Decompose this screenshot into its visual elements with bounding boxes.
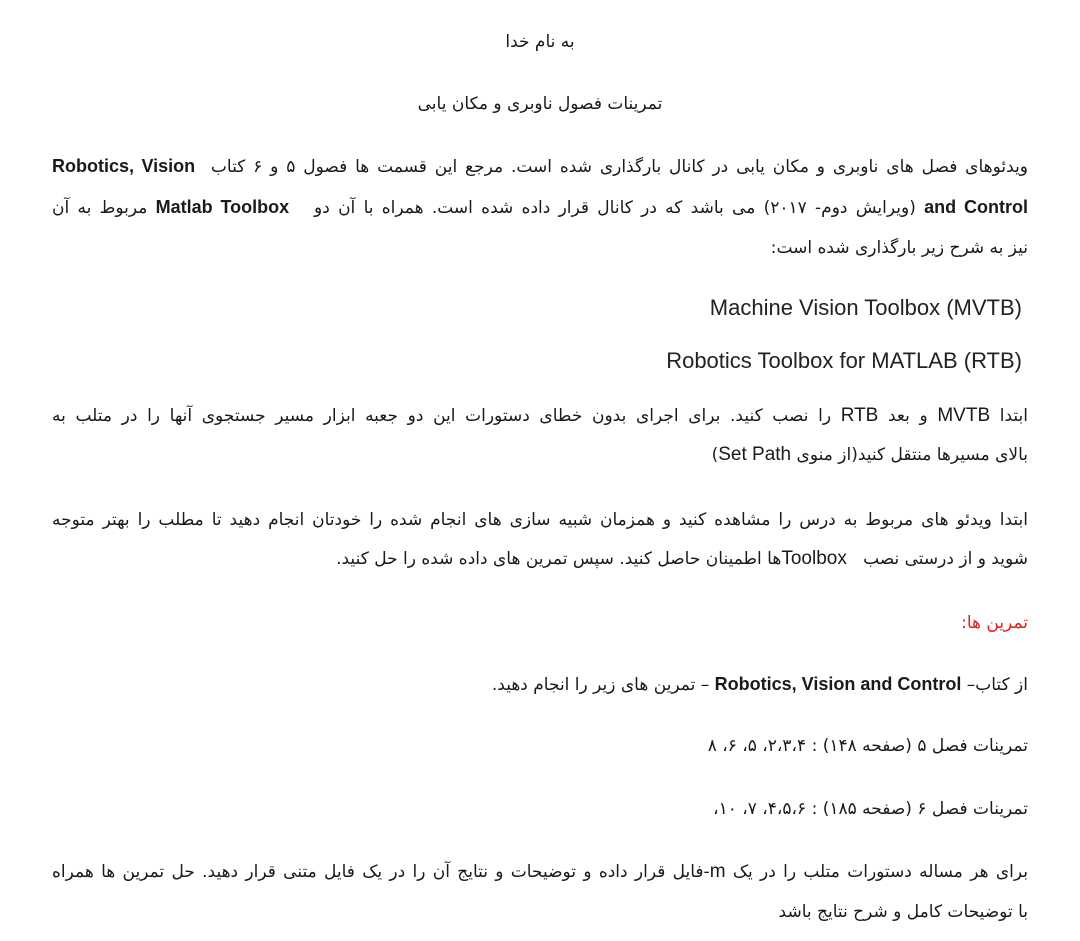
intro-line-2 <box>52 195 1028 220</box>
toolbox-item-rtb: Robotics Toolbox for MATLAB (RTB) <box>666 348 1022 373</box>
toolbox-item-mvtb: Machine Vision Toolbox (MVTB) <box>709 295 1022 320</box>
intro-line-3: نیز به شرح زیر بارگذاری شده است: <box>770 238 1028 258</box>
intro-line-2-end: مربوط به آن <box>52 198 148 218</box>
book-title-part-2: and Control <box>924 197 1028 217</box>
submission-line-1-rest: -فایل قرار داده و توضیحات و نتایج آن را در یک فایل متنی قرار دهید. حل تمرین ها همراه <box>52 862 710 882</box>
install-line-2-close: ) <box>711 445 719 465</box>
bismillah-heading: به نام خدا <box>505 32 575 52</box>
intro-line-2-text: (ویرایش دوم- ۲۰۱۷) می باشد که در کانال قرار داده شده است. همراه با آن دو <box>314 198 916 218</box>
book-title-full: Robotics, Vision and Control <box>714 674 962 694</box>
intro-line-1-text: ویدئوهای فصل های ناوبری و مکان یابی در کانال بارگذاری شده است. مرجع این قسمت ها فصول ۵ و ۶ کتاب <box>210 157 1029 177</box>
exercises-book-line <box>492 672 1028 697</box>
submission-line-2: با توضیحات کامل و شرح نتایج باشد <box>778 902 1028 922</box>
install-word-first: ابتدا <box>999 406 1028 426</box>
install-line-2-text: بالای مسیرها منتقل کنید(از منوی <box>796 445 1028 465</box>
set-path-menu-label: Set Path <box>718 444 792 465</box>
toolbox-word: Toolbox <box>781 548 847 569</box>
intro-line-1 <box>52 154 1028 179</box>
submission-line-1-start: برای هر مساله دستورات متلب را در یک <box>732 862 1028 882</box>
install-line-2 <box>712 443 1028 467</box>
matlab-toolbox-label: Matlab Toolbox <box>155 197 290 217</box>
mvtb-label: MVTB <box>937 405 991 426</box>
videos-line-1: ابتدا ویدئو های مربوط به درس را مشاهده کنید و همزمان شبیه سازی های انجام شده را خودتان انجام دهید تا مطلب را بهتر متوجه <box>52 510 1028 530</box>
exercises-chapter-5: تمرینات فصل ۵ (صفحه ۱۴۸) : ۲،۳،۴، ۵، ۶، ۸ <box>707 736 1028 756</box>
exercises-heading: تمرین ها: <box>961 613 1028 633</box>
exercises-book-prefix: از کتاب– <box>966 675 1028 695</box>
videos-line-2 <box>336 547 1028 571</box>
videos-line-2-end: ها اطمینان حاصل کنید. سپس تمرین های داده شده را حل کنید. <box>336 549 782 569</box>
exercises-chapter-6: تمرینات فصل ۶ (صفحه ۱۸۵) : ۴،۵،۶، ۷، ۱۰، <box>713 799 1028 819</box>
submission-line-1 <box>52 860 1028 884</box>
install-line-1 <box>52 404 1028 428</box>
page-title: تمرینات فصول ناوبری و مکان یابی <box>417 94 663 114</box>
exercises-book-suffix: – تمرین های زیر را انجام دهید. <box>491 675 710 695</box>
rtb-label: RTB <box>840 405 879 426</box>
book-title-part-1: Robotics, Vision <box>52 156 196 176</box>
install-line-1-rest: را نصب کنید. برای اجرای بدون خطای دستورات این دو جعبه ابزار مسیر جستجوی آنها را در متلب به <box>52 406 832 426</box>
videos-line-2-text: شوید و از درستی نصب <box>863 549 1028 569</box>
m-file-label: m <box>709 861 726 882</box>
install-word-then: و بعد <box>888 406 928 426</box>
